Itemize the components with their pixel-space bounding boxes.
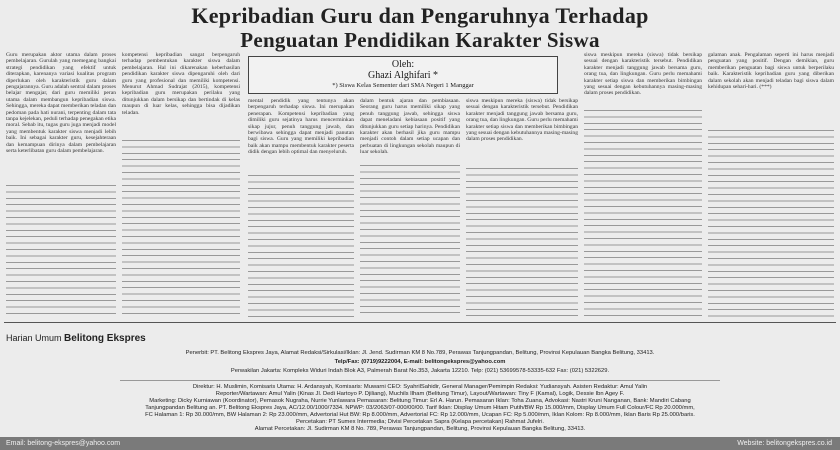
column-4-text: dalam bentuk ajaran dan pembiasaan. Seorang guru harus memiliki sikap yang penuh tanggung jawab, sehingga siswa dapat meneladani kebiasaan positif yang ditunjukkan guru setiap harinya. Pendidikan karakter akan berhasil jika guru mampu menjadi contoh dalam setiap ucapan dan perbuatan di lingkungan sekolah maupun di luar sekolah. — [360, 98, 460, 156]
byline-box — [248, 56, 558, 94]
author-name: Ghazi Alghifari * — [368, 70, 438, 81]
column-4-text-lines — [360, 165, 460, 317]
staff-line-1: Direktur: H. Muslimin, Komisaris Utama: H. Ardansyah, Komisaris: Muwarni CEO: SyahrilSahidir, General Manager/Pemimpin Redaksi: Yudiansyah. Asisten Redaktur: Amul Yalin — [192, 384, 648, 390]
staff-line-4: Tanjungpandan Belitung an. PT. Belitong Ekspres Jaya, AC/12.00/1000/7334. NPWP: 03/2063/07-000/00/00. Tarif Iklan: Display Umum Hitam Putih/BW Rp 15.000/mm, Display Umum Full Colour/FC Rp 20.000/mm, — [145, 405, 695, 411]
article-title-line-1: Kepribadian Guru dan Pengaruhnya Terhadap — [191, 3, 649, 28]
column-1-text: Guru merupakan aktor utama dalam proses pembelajaran. Gurulah yang memegang bangkai strategi pendidikan yang efektif untuk diterapkan, karenanya variasi kualitas program diperlukan oleh karakteristik guru dalam pengajarannya. Guru adalah sentral dalam proses belajar mengajar, dari guru memiliki peran utama dalam membangun kepribadian siswa. Sehingga, mereka dapat memberikan teladan dan pedoman pada hati nurani, terpenting dalam tata tanpa kejelekan, peduli terhadap penegakan etika moral. Sebab itu, tugas guru juga menjadi model yang membentuk karakter siswa menjadi lebih baik. Ini sebagai karakter guru, kesejahteraan dan kemampuan dirinya dalam pembelajaran serta keterlibatan guru dalam pembelajaran. — [6, 52, 116, 155]
staff-line-5: FC Halaman 1: Rp 30.000/mm, BW Halaman 2: Rp 23.000/mm, Advertorial Hut BW: Rp 8.000/mm, Advertorial FC: Rp 12.000/mm, Ucapan FC: Rp 5.000/mm, Iklan Kolom: Rp 8.000/mm, Iklan Baris Rp 25.000/baris. — [145, 412, 695, 418]
column-5-text-lines — [466, 168, 578, 317]
column-6-text-lines — [584, 110, 702, 317]
column-1-text-lines — [6, 185, 116, 317]
column-7-text: galaman anak. Pengalaman seperti ini harus menjadi penguatan yang positif. Dengan demikian, guru memberikan penguatan bagi siswa untuk berperilaku baik. Karakteristik kepribadian guru yang diberikan dalam sekolah akan menjadi teladan bagi siswa dalam kehidupan sehari-hari. (***) — [708, 52, 834, 91]
masthead-divider — [120, 380, 720, 381]
page-footer — [0, 437, 840, 450]
staff-line-3: Marketing: Dicky Kurniawan (Koordinator), Pemasok Nugraha, Nurrie Yunlawara Pemasaran: Belitung Timur: Erl A. Harun. Pemasaran Iklan: Toha Zuana, Advokasi: Nastri Kruni Nanganan, Bank: Mandiri Cabang — [149, 398, 691, 404]
footer-email[interactable]: Email: belitong-ekspres@yahoo.com — [6, 440, 121, 447]
author-affiliation: *) Siswa Kelas Sementer dari SMA Negeri 1 Manggar — [332, 82, 474, 89]
staff-line-2: Reporter/Wartawan: Amul Yalin (Kinas Jl. Dedi Hartoyo P. Djiliang), Muchils Ilham (Belitung Timur), Layout/Wartawan: Tiny F (Kamal), Logik, Dessie Ibn Agey F. — [215, 391, 625, 397]
column-6-text: siswa meskipun mereka (siswa) tidak bersikap sesuai dengan karakteristik tersebut. Pendidikan karakter menjadi tanggung jawab bersama guru, orang tua, dan lingkungan. Guru perlu memahami karakter setiap siswa dan memberikan bimbingan yang sesuai dengan kebutuhannya masing-masing dalam proses pendidikan. — [584, 52, 702, 97]
column-3-text-lines — [248, 175, 354, 317]
publisher-line: Penerbit: PT. Belitong Ekspres Jaya, Alamat Redaksi/Sirkulasi/Iklan: Jl. Jend. Sudirman KM 8 No.789, Perawas Tanjungpandan, Belitung, Provinsi Kepulauan Bangka Belitung, 33413. — [185, 350, 655, 356]
column-2-text: kompetensi kepribadian sangat berpengaruh terhadap pembentukan karakter siswa dalam pembelajaran. Hal ini dikarenakan keberhasilan pendidikan karakter siswa dipengaruhi oleh dari guru yang profesional dan memiliki kompetensi. Menurut Ahmad Sudrajat (2015), kompetensi kepribadian guru merupakan perilaku yang ditunjukkan dalam bersikap dan bertindak di kelas maupun di luar kelas, sehingga bisa dijadikan teladan. — [122, 52, 240, 116]
masthead-label: Harian Umum — [6, 333, 62, 343]
footer-website[interactable]: Website: belitongekspres.co.id — [737, 440, 832, 447]
article-title-line-2: Penguatan Pendidikan Karakter Siswa — [240, 28, 600, 52]
column-7-text-lines — [708, 130, 834, 317]
masthead-name: Belitong Ekspres — [64, 333, 146, 344]
article-title — [40, 4, 800, 52]
section-divider — [4, 322, 836, 323]
contact-line: Telp/Fax: (0719)9222004, E-mail: belitongekspres@yahoo.com — [334, 359, 506, 365]
jakarta-office-line: Perwakilan Jakarta: Kompleks Widuri Indah Blok A3, Palmerah Barat No.353, Jakarta 12210. Telp: (021) 53699578-53335-632 Fax: (021) 5322629. — [230, 368, 610, 374]
column-5-text: siswa meskipun mereka (siswa) tidak bersikap sesuai dengan karakteristik tersebut. Pendidikan karakter menjadi tanggung jawab bersama guru, orang tua, dan lingkungan. Guru perlu memahami karakter setiap siswa dan memberikan bimbingan yang sesuai dengan kebutuhannya masing-masing dalam proses pendidikan. — [466, 98, 578, 143]
masthead — [6, 333, 146, 344]
printing-line: Percetakan: PT Sumex Intermedia; Divisi Percetakan Sapra (Kelapa percetakan) Rahmat Jufelri. — [296, 419, 544, 425]
byline-label: Oleh: — [391, 59, 415, 70]
column-3-text: mental pendidik yang tentunya akan berpengaruh terhadap siswa. Ini merupakan penerapan. Kompetensi kepribadian yang dimiliki guru sejatinya harus mencerminkan sikap jujur, penuh tanggung jawab, dan berwibawa sehingga dapat menjadi panutan bagi siswa. Guru yang memiliki kepribadian baik akan mampu membentuk karakter peserta didik dengan lebih optimal dan menyeluruh. — [248, 98, 354, 156]
column-2-text-lines — [122, 140, 240, 317]
printing-address-line: Alamat Percetakan: Jl. Sudirman KM 8 No. 789, Perawas Tanjungpandan, Belitung, Provinsi Kepulauan Bangka Belitung, 33413. — [254, 426, 586, 432]
